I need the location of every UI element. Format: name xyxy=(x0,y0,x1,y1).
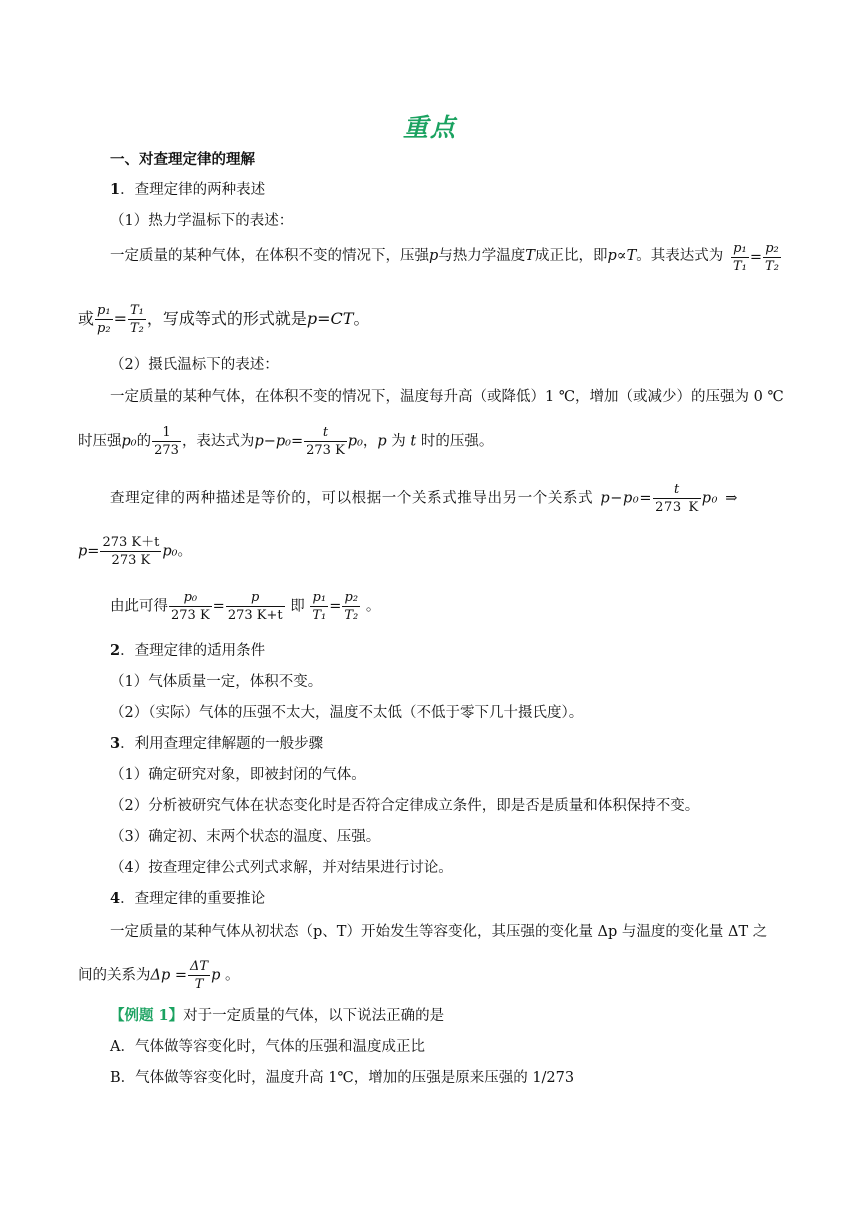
subheading-4: 4．查理定律的重要推论 xyxy=(110,890,266,907)
fraction: $\frac{\text{p₀}}{273 K}$ xyxy=(171,590,210,623)
fraction: $\frac{1}{273}$ xyxy=(154,425,179,458)
paragraph-law-statement-2: 或 $\frac{\text{p₁}}{\text{p₂}}$ = $\frac{\text{T₁}}{\text{T₂}}$ ，写成等式的形式就是p=CT。 xyxy=(78,303,370,336)
fraction: $\frac{273 K+t}{273 K}$ xyxy=(102,535,160,568)
paragraph-equivalence: 查理定律的两种描述是等价的，可以根据一个关系式推导出另一个关系式 p−p₀= $\frac{t}{273 K}$ p₀ ⇒ xyxy=(110,482,739,515)
paragraph-law-statement-1: 一定质量的某种气体，在体积不变的情况下，压强p与热力学温度T成正比，即p∝T。其表达式为 xyxy=(110,248,724,264)
subheading-2: 2．查理定律的适用条件 xyxy=(110,642,266,659)
fraction: $\frac{t}{273 K}$ xyxy=(306,425,345,458)
section-heading: 一、对查理定律的理解 xyxy=(110,151,255,168)
formula-p1T1-p2T2: $\frac{\text{p₁}}{\text{T₁}}$ = $\frac{\text{p₂}}{\text{T₂}}$ xyxy=(733,241,779,274)
option-b: B．气体做等容变化时，温度升高 1℃，增加的压强是原来压强的 1/273 xyxy=(110,1070,575,1086)
example-question: 【例题 1】对于一定质量的气体，以下说法正确的是 xyxy=(110,1007,445,1024)
condition-1: （1）气体质量一定，体积不变。 xyxy=(110,674,323,690)
fraction: $\frac{p}{273 K+t}$ xyxy=(227,590,283,623)
fraction: $\frac{t}{273 K}$ xyxy=(655,482,699,515)
fraction: $\frac{\text{p₂}}{\text{T₂}}$ xyxy=(344,590,359,623)
subheading-3: 3．利用查理定律解题的一般步骤 xyxy=(110,735,324,752)
fraction: $\frac{\text{p₁}}{\text{T₁}}$ xyxy=(733,241,747,274)
corollary-statement-1: 一定质量的某种气体从初状态（p、T）开始发生等容变化，其压强的变化量 Δp 与温度的变化量 ΔT 之 xyxy=(110,924,768,940)
paragraph-celsius-statement-2: 时压强p₀的 $\frac{1}{273}$ ，表达式为p−p₀= $\frac{t}{273 K}$ p₀，p 为 t 时的压强。 xyxy=(78,425,494,458)
paragraph-celsius-statement-1: 一定质量的某种气体，在体积不变的情况下，温度每升高（或降低）1 ℃，增加（或减少）的压强为 0 ℃ xyxy=(110,389,784,405)
paragraph-thermo-scale: （1）热力学温标下的表述： xyxy=(110,213,294,229)
fraction: $\frac{\text{p₂}}{\text{T₂}}$ xyxy=(765,241,779,274)
page-title: 重点 xyxy=(402,113,457,142)
corollary-statement-2: 间的关系为Δp = $\frac{\Delta T}{T}$ p 。 xyxy=(78,959,240,992)
step-2: （2）分析被研究气体在状态变化时是否符合定律成立条件，即是否是质量和体积保持不变。 xyxy=(110,798,700,814)
fraction: $\frac{\text{T₁}}{\text{T₂}}$ xyxy=(129,303,144,336)
step-3: （3）确定初、末两个状态的温度、压强。 xyxy=(110,829,381,845)
fraction: $\frac{\text{p₁}}{\text{T₁}}$ xyxy=(312,590,327,623)
fraction: $\frac{\text{p₁}}{\text{p₂}}$ xyxy=(97,303,111,336)
paragraph-celsius-scale: （2）摄氏温标下的表述： xyxy=(110,357,279,373)
step-4: （4）按查理定律公式列式求解，并对结果进行讨论。 xyxy=(110,860,453,876)
option-a: A．气体做等容变化时，气体的压强和温度成正比 xyxy=(110,1039,425,1055)
formula-conclusion: 由此可得 $\frac{\text{p₀}}{273 K}$ = $\frac{p}{273 K+t}$ 即 $\frac{\text{p₁}}{\text{T₁}}$ = $\frac{\text{p₂}}{\text{T₂}}$ 。 xyxy=(110,590,381,623)
condition-2: （2）（实际）气体的压强不太大，温度不太低（不低于零下几十摄氏度）。 xyxy=(110,705,584,721)
step-1: （1）确定研究对象，即被封闭的气体。 xyxy=(110,767,366,783)
formula-p-derived: p= $\frac{273 K+t}{273 K}$ p₀。 xyxy=(78,535,192,568)
subheading-1: 1．查理定律的两种表述 xyxy=(110,181,266,198)
fraction: $\frac{\Delta T}{T}$ xyxy=(190,959,209,992)
